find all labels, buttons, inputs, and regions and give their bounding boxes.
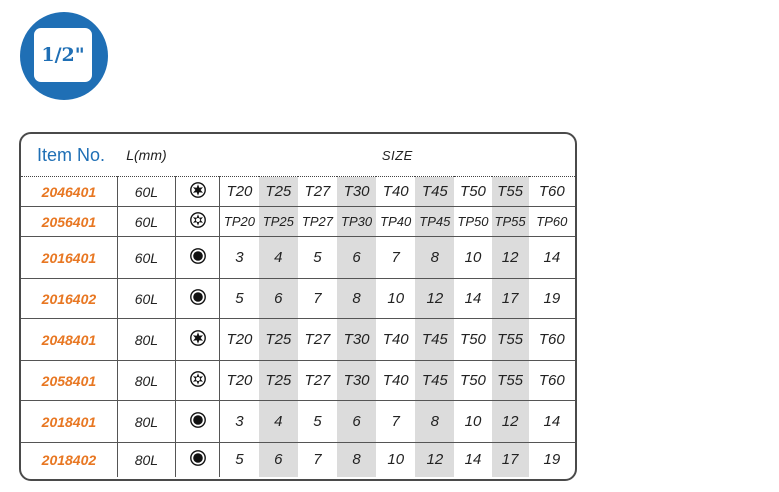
size-value: 6 [259, 443, 298, 477]
profile-icon-cell [176, 237, 220, 279]
profile-icon-cell [176, 177, 220, 207]
size-value: T45 [415, 177, 454, 207]
torx-plus-icon [190, 212, 206, 232]
torx-star-icon [190, 182, 206, 202]
size-value: T45 [415, 361, 454, 401]
size-value: 6 [259, 279, 298, 319]
length-value: 60L [117, 279, 175, 319]
table-row [21, 443, 575, 477]
size-value: 12 [492, 237, 529, 279]
size-value: T40 [382, 372, 409, 389]
size-value: T45 [415, 319, 454, 361]
size-value: T25 [259, 177, 298, 207]
size-value: 10 [464, 413, 482, 430]
header-length: L(mm) [126, 147, 167, 163]
item-number: 2018402 [41, 451, 97, 468]
size-value: T27 [304, 183, 331, 200]
size-value: 4 [259, 401, 298, 443]
size-value: T40 [382, 183, 409, 200]
size-value: TP27 [301, 214, 333, 229]
size-value: TP60 [536, 214, 568, 229]
size-value: 14 [543, 413, 561, 430]
size-value: 12 [415, 279, 454, 319]
size-value: 19 [543, 451, 561, 469]
table-row [21, 207, 575, 237]
profile-icon-cell [176, 401, 220, 443]
table-row [21, 237, 575, 279]
size-value: 7 [313, 451, 322, 469]
header-item-no: Item No. [37, 144, 106, 165]
size-value: 10 [464, 249, 482, 266]
size-value: T60 [538, 372, 565, 389]
length-value: 80L [117, 401, 175, 443]
hex-socket-icon [190, 289, 206, 309]
size-value: 12 [415, 443, 454, 477]
size-value: T20 [226, 331, 253, 348]
size-value: T25 [259, 319, 298, 361]
length-value: 60L [117, 207, 175, 237]
size-value: T60 [538, 331, 565, 348]
size-value: 3 [235, 413, 244, 430]
profile-icon-cell [176, 361, 220, 401]
size-value: 14 [464, 290, 482, 307]
size-value: 5 [313, 413, 322, 430]
size-value: T55 [492, 361, 529, 401]
length-value: 80L [117, 361, 175, 401]
size-value: T60 [538, 183, 565, 200]
item-number: 2046401 [41, 183, 97, 200]
size-value: 8 [337, 443, 376, 477]
header-size: SIZE [381, 147, 413, 163]
size-value: T50 [460, 331, 486, 348]
hex-socket-icon [190, 412, 206, 432]
size-value: 17 [492, 443, 529, 477]
badge-label: 1/2" [41, 44, 85, 66]
size-value: 19 [543, 290, 561, 307]
size-value: 3 [235, 249, 244, 266]
size-value: 4 [259, 237, 298, 279]
item-number: 2056401 [41, 213, 97, 230]
item-number: 2016401 [41, 249, 97, 266]
spec-table [19, 132, 577, 481]
length-value: 80L [117, 443, 175, 477]
size-value: 5 [313, 249, 322, 266]
size-value: T30 [337, 177, 376, 207]
item-number: 2058401 [41, 372, 97, 389]
item-number: 2016402 [41, 290, 97, 307]
profile-icon-cell [176, 279, 220, 319]
size-value: T55 [492, 319, 529, 361]
size-value: 5 [235, 290, 244, 307]
size-value: T30 [337, 319, 376, 361]
length-value: 80L [117, 319, 175, 361]
badge-inner [34, 28, 92, 82]
size-value: TP40 [380, 214, 412, 229]
torx-star-icon [190, 330, 206, 350]
size-value: T55 [492, 177, 529, 207]
hex-socket-icon [190, 248, 206, 268]
size-value: T20 [226, 372, 253, 389]
size-value: TP50 [457, 214, 489, 229]
size-value: T27 [304, 331, 331, 348]
torx-plus-icon [190, 371, 206, 391]
hex-socket-icon [190, 450, 206, 470]
size-value: T25 [259, 361, 298, 401]
size-value: 8 [415, 401, 454, 443]
table-row [21, 279, 575, 319]
length-value: 60L [117, 177, 175, 207]
size-value: TP30 [337, 207, 376, 237]
table-header-row [21, 134, 575, 177]
profile-icon-cell [176, 443, 220, 477]
table-row [21, 177, 575, 207]
profile-icon-cell [176, 207, 220, 237]
table-row [21, 401, 575, 443]
size-badge [20, 12, 108, 100]
length-value: 60L [117, 237, 175, 279]
size-value: TP20 [223, 214, 255, 229]
size-value: T50 [460, 183, 486, 200]
size-value: TP55 [492, 207, 529, 237]
size-value: T27 [304, 372, 331, 389]
size-value: TP25 [259, 207, 298, 237]
size-value: 7 [391, 413, 400, 430]
item-number: 2048401 [41, 331, 97, 348]
size-value: 17 [492, 279, 529, 319]
size-value: 14 [464, 451, 482, 469]
size-value: 8 [415, 237, 454, 279]
table-row [21, 361, 575, 401]
table-row [21, 319, 575, 361]
size-value: 12 [492, 401, 529, 443]
size-value: 10 [387, 451, 405, 469]
size-value: 5 [235, 451, 244, 469]
size-value: T50 [460, 372, 486, 389]
size-value: TP45 [415, 207, 454, 237]
size-value: 14 [543, 249, 561, 266]
size-value: T30 [337, 361, 376, 401]
size-value: 7 [391, 249, 400, 266]
size-value: 6 [337, 237, 376, 279]
size-value: T20 [226, 183, 253, 200]
size-value: 8 [337, 279, 376, 319]
profile-icon-cell [176, 319, 220, 361]
item-number: 2018401 [41, 413, 97, 430]
size-value: 10 [387, 290, 405, 307]
size-value: 6 [337, 401, 376, 443]
size-value: 7 [313, 290, 322, 307]
size-value: T40 [382, 331, 409, 348]
